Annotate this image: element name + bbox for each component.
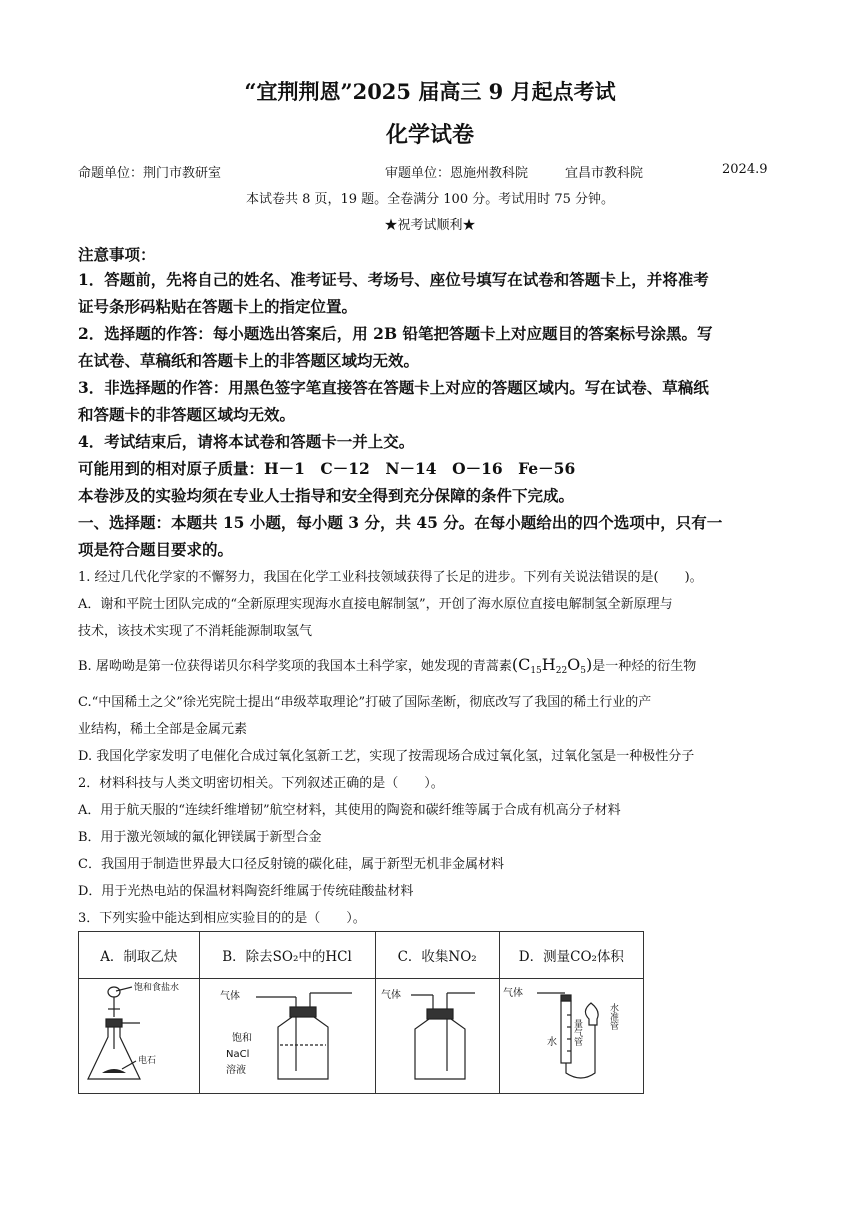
proposer: 命题单位：荆门市教研室 — [78, 166, 222, 181]
notice-line: 和答题卡的非答题区域均无效。 — [78, 405, 296, 424]
label-nacl: NaCl — [226, 1049, 250, 1060]
exam-date: 2024.9 — [722, 162, 768, 177]
q3-options-table — [78, 931, 644, 1094]
apparatus-c-cell — [375, 979, 499, 1094]
notice-line: 4．考试结束后，请将本试卷和答题卡一并上交。 — [78, 432, 415, 451]
q1-option-a-cont: 技术，该技术实现了不消耗能源制取氢气 — [78, 624, 313, 639]
q2-stem: 2．材料科技与人类文明密切相关。下列叙述正确的是（ ）。 — [78, 776, 444, 791]
apparatus-a-cell — [79, 979, 200, 1094]
safety-note: 本卷涉及的实验均须在专业人士指导和安全得到充分保障的条件下完成。 — [78, 486, 575, 505]
label-gas: 气体 — [503, 988, 524, 999]
notice-line: 在试卷、草稿纸和答题卡上的非答题区域均无效。 — [78, 351, 420, 370]
q3-option-d: D．测量CO₂体积 — [499, 932, 643, 979]
q1-option-c: C.“中国稀土之父”徐光宪院士提出“串级萃取理论”打破了国际垄断，彻底改写了我国的稀土行业的产 — [78, 695, 652, 710]
acetylene-apparatus-diagram — [80, 979, 198, 1089]
notice-line: 证号条形码粘贴在答题卡上的指定位置。 — [78, 297, 358, 316]
gas-washing-diagram — [202, 979, 372, 1089]
label-carbide: 电石 — [137, 1056, 156, 1066]
q1-option-b — [78, 655, 788, 676]
label-solution: 溶液 — [226, 1065, 247, 1076]
q3-stem: 3．下列实验中能达到相应实验目的的是（ ）。 — [78, 911, 366, 926]
q2-option-b: B．用于激光领域的氟化钾镁属于新型合金 — [78, 830, 322, 845]
gas-collection-diagram — [377, 979, 497, 1089]
q3-option-c: C．收集NO₂ — [375, 932, 499, 979]
reviewer-2: 宜昌市教科院 — [565, 166, 644, 181]
q2-option-c: C．我国用于制造世界最大口径反射镜的碳化硅，属于新型无机非金属材料 — [78, 857, 504, 872]
section-heading-cont: 项是符合题目要求的。 — [78, 540, 234, 559]
label-burette: 量气管 — [572, 1019, 583, 1046]
notice-line: 2．选择题的作答：每小题选出答案后，用 2B 铅笔把答题卡上对应题目的答案标号涂黑。写 — [78, 324, 713, 343]
apparatus-b-cell — [199, 979, 375, 1094]
reviewer-1: 审题单位：恩施州教科院 — [385, 166, 529, 181]
artemisinin-formula: $(C_{15}H_{22}O_5)$ — [511, 655, 593, 676]
q2-option-a: A．用于航天服的“连续纤维增韧”航空材料，其使用的陶瓷和碳纤维等属于合成有机高分子材料 — [78, 803, 621, 818]
section-heading: 一、选择题：本题共 15 小题，每小题 3 分，共 45 分。在每小题给出的四个选项中，只有一 — [78, 513, 723, 532]
q1-stem: 1. 经过几代化学家的不懈努力，我国在化学工业科技领域获得了长足的进步。下列有关说法错误的是( )。 — [78, 570, 703, 585]
q1-option-c-cont: 业结构，稀土全部是金属元素 — [78, 722, 248, 737]
label-gas: 气体 — [220, 991, 241, 1002]
label-water: 水 — [547, 1037, 558, 1048]
q3-option-a: A．制取乙炔 — [79, 932, 200, 979]
notice-line: 1．答题前，先将自己的姓名、准考证号、考场号、座位号填写在试卷和答题卡上，并将准考 — [78, 270, 709, 289]
notice-heading: 注意事项： — [78, 245, 156, 264]
gas-volume-measurement-diagram — [501, 979, 641, 1089]
subject-title: 化学试卷 — [385, 122, 474, 148]
label-gas: 气体 — [381, 990, 402, 1001]
q3-option-b: B．除去SO₂中的HCl — [199, 932, 375, 979]
notice-line: 3．非选择题的作答：用黑色签字笔直接答在答题卡上对应的答题区域内。写在试卷、草稿纸 — [78, 378, 709, 397]
q1-option-d: D. 我国化学家发明了电催化合成过氧化氢新工艺，实现了按需现场合成过氧化氢，过氧化氢是一种极性分子 — [78, 749, 695, 764]
atomic-masses: 可能用到的相对原子质量：H－1 C－12 N－14 O－16 Fe－56 — [78, 459, 576, 478]
exam-wish: ★祝考试顺利★ — [384, 218, 476, 233]
label-saturated: 饱和 — [232, 1033, 253, 1044]
exam-info: 本试卷共 8 页，19 题。全卷满分 100 分。考试用时 75 分钟。 — [245, 192, 615, 207]
label-level-tube: 水准管 — [608, 1003, 619, 1030]
label-brine: 饱和食盐水 — [133, 983, 179, 993]
q1-option-b-post: 是一种烃的衍生物 — [592, 659, 697, 674]
q1-option-b-pre: B. 屠呦呦是第一位获得诺贝尔科学奖项的我国本土科学家，她发现的青蒿素 — [78, 659, 512, 674]
exam-title: “宜荆荆恩”2025 届高三 9 月起点考试 — [244, 79, 616, 104]
apparatus-d-cell — [499, 979, 643, 1094]
q2-option-d: D．用于光热电站的保温材料陶瓷纤维属于传统硅酸盐材料 — [78, 884, 414, 899]
q1-option-a: A．谢和平院士团队完成的“全新原理实现海水直接电解制氢”，开创了海水原位直接电解制氢全新原理与 — [78, 597, 673, 612]
